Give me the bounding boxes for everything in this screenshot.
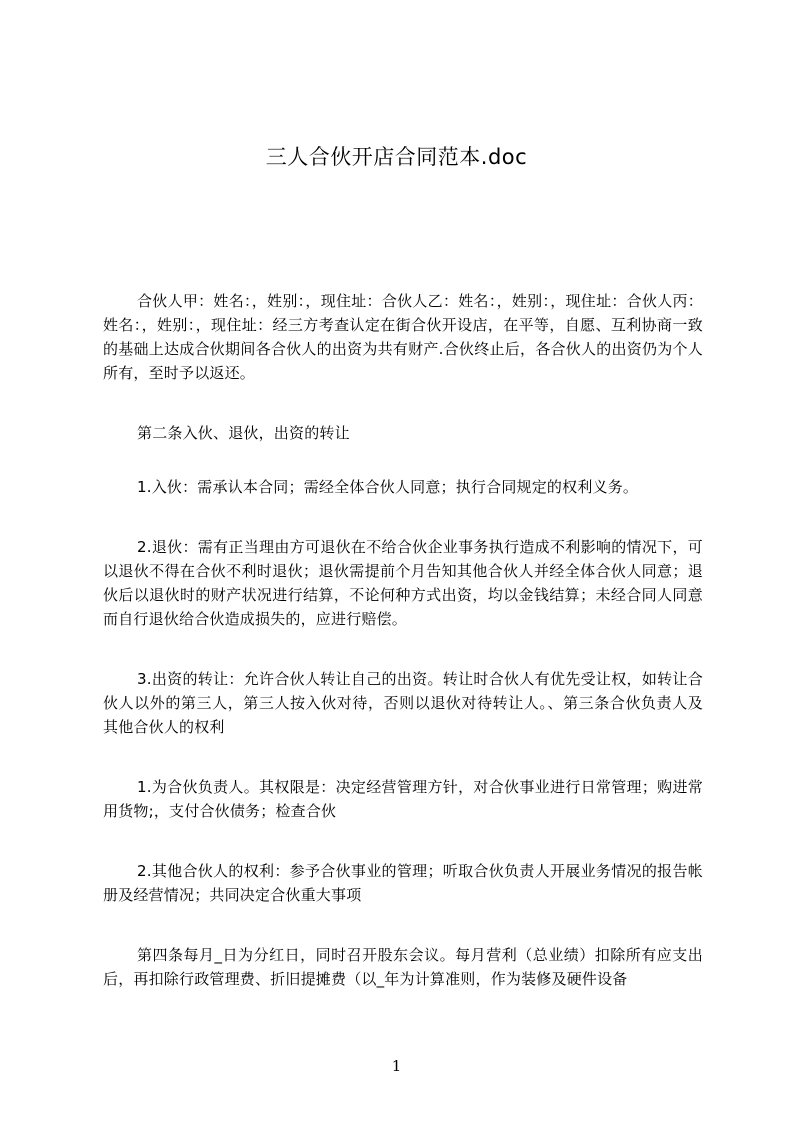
document-body <box>103 289 703 1027</box>
paragraph-capital-transfer: 3.出资的转让：允许合伙人转让自己的出资。转让时合伙人有优先受让权，如转让合伙人以外的第三人，第三人按入伙对待，否则以退伙对待转让人。、第三条合伙负责人及其他合伙人的权利 <box>103 670 703 736</box>
paragraph-parties: 合伙人甲：姓名：，姓别：，现住址：合伙人乙：姓名：，姓别：，现住址：合伙人丙：姓名：，姓别：，现住址：经三方考查认定在街合伙开设店，在平等，自愿、互利协商一致的基础上达成合伙期间各合伙人的出资为共有财产.合伙终止后，各合伙人的出资仍为个人所有，至时予以返还。 <box>103 292 703 382</box>
paragraph-partner-rights: 2.其他合伙人的权利：参予合伙事业的管理；听取合伙负责人开展业务情况的报告帐册及经营情况；共同决定合伙重大事项 <box>103 862 703 904</box>
paragraph-article-2-heading: 第二条入伙、退伙，出资的转让 <box>137 424 350 442</box>
paragraph-article-4: 第四条每月_日为分红日，同时召开股东会议。每月营利（总业绩）扣除所有应支出后，再扣除行政管理费、折旧提摊费（以_年为计算准则，作为装修及硬件设备 <box>103 946 703 988</box>
paragraph-manager-rights: 1.为合伙负责人。其权限是：决定经营管理方针，对合伙事业进行日常管理；购进常用货物;，支付合伙债务；检查合伙 <box>103 778 703 820</box>
document-title: 三人合伙开店合同范本.doc <box>265 145 528 169</box>
paragraph-withdrawal: 2.退伙：需有正当理由方可退伙在不给合伙企业事务执行造成不利影响的情况下，可以退伙不得在合伙不利时退伙；退伙需提前个月告知其他合伙人并经全体合伙人同意；退伙后以退伙时的财产状况进行结算，不论何种方式出资，均以金钱结算；未经合同人同意而自行退伙给合伙造成损失的，应进行赔偿。 <box>103 538 703 628</box>
page-number: 1 <box>391 1057 402 1075</box>
paragraph-joining: 1.入伙：需承认本合同；需经全体合伙人同意；执行合同规定的权利义务。 <box>137 478 639 496</box>
